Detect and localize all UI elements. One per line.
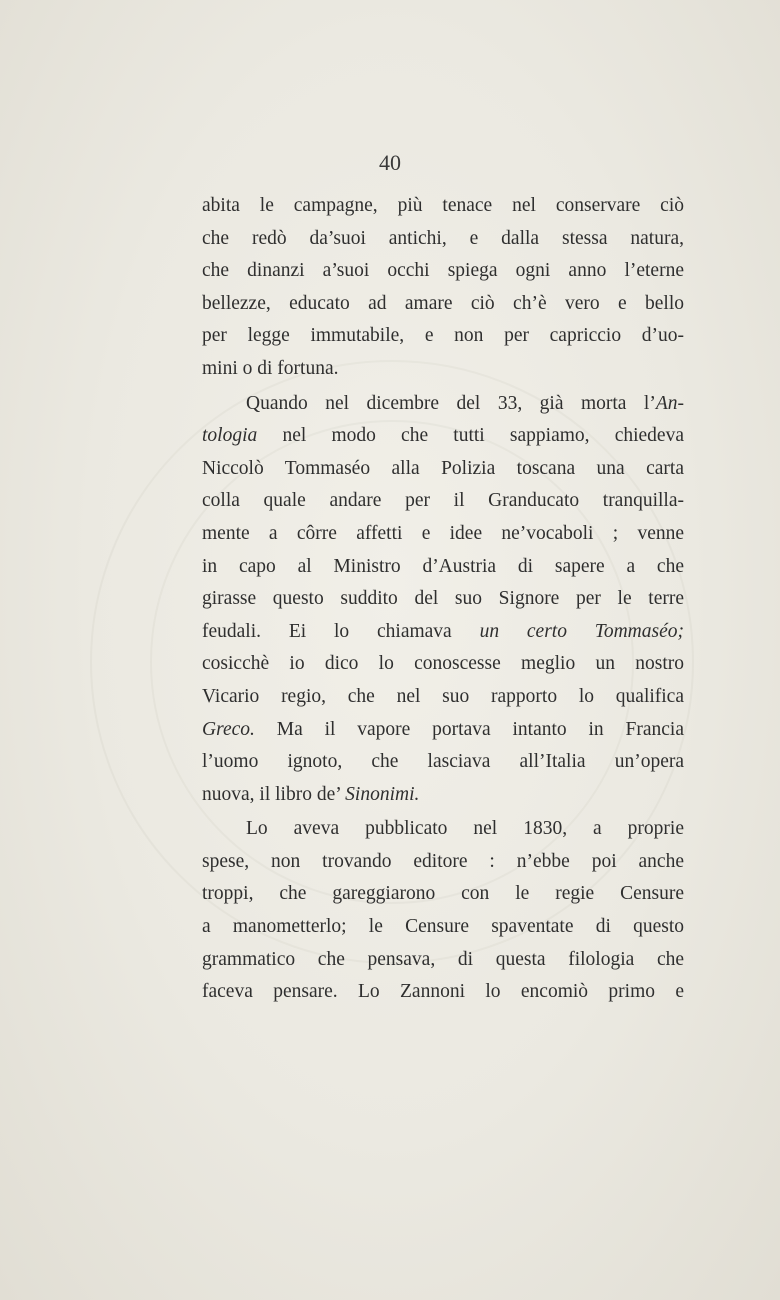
text-segment: Quando nel dicembre del 33, già morta l’ — [246, 392, 656, 414]
italic-title: An- — [655, 392, 684, 414]
text-line: grammatico che pensava, di questa filologia che — [202, 948, 684, 970]
text-line: a manometterlo; le Censure spaventate di questo — [202, 916, 684, 938]
text-line — [202, 388, 684, 421]
text-segment: Ma il vapore portava intanto in Francia — [254, 718, 684, 740]
text-line — [202, 420, 684, 453]
text-segment: feudali. Ei lo chiamava — [202, 620, 480, 642]
text-line: troppi, che gareggiarono con le regie Censure — [202, 883, 684, 905]
text-line: abita le campagne, più tenace nel conservare ciò — [202, 195, 684, 216]
text-line: bellezze, educato ad amare ciò ch’è vero e bello — [202, 292, 684, 314]
page-number: 40 — [379, 150, 401, 175]
italic-title: Sinonimi. — [345, 783, 420, 805]
text-line: mente a côrre affetti e idee ne’vocaboli ; venne — [202, 522, 684, 544]
text-line: faceva pensare. Lo Zannoni lo encomiò primo e — [202, 981, 684, 1003]
text-line: in capo al Ministro d’Austria di sapere a che — [202, 555, 684, 577]
text-segment: nel modo che tutti sappiamo, chiedeva — [257, 425, 684, 447]
text-line: spese, non trovando editore : n’ebbe poi anche — [202, 850, 684, 872]
text-line: che redò da’suoi antichi, e dalla stessa natura, — [202, 227, 684, 249]
text-line: l’uomo ignoto, che lasciava all’Italia un’opera — [202, 751, 684, 773]
text-line: mini o di fortuna. — [202, 357, 339, 379]
body-text — [202, 190, 684, 1009]
text-line: colla quale andare per il Granducato tranquilla- — [202, 490, 684, 512]
text-line: Vicario regio, che nel suo rapporto lo qualifica — [202, 685, 684, 707]
text-line: Niccolò Tommaséo alla Polizia toscana una carta — [202, 457, 684, 479]
text-line: che dinanzi a’suoi occhi spiega ogni anno l’eterne — [202, 260, 684, 282]
text-line — [202, 616, 684, 649]
text-line: cosicchè io dico lo conoscesse meglio un nostro — [202, 653, 684, 675]
text-line: per legge immutabile, e non per capriccio d’uo- — [202, 325, 684, 347]
italic-word: Greco. — [202, 718, 255, 740]
text-segment: nuova, il libro de’ — [202, 783, 346, 805]
text-line: Lo aveva pubblicato nel 1830, a proprie — [246, 818, 684, 840]
italic-title: tologia — [202, 425, 258, 447]
text-line — [202, 779, 684, 812]
italic-quote: un certo Tommaséo; — [479, 620, 685, 642]
text-line: girasse questo suddito del suo Signore per le terre — [202, 588, 684, 610]
text-line — [202, 714, 684, 747]
